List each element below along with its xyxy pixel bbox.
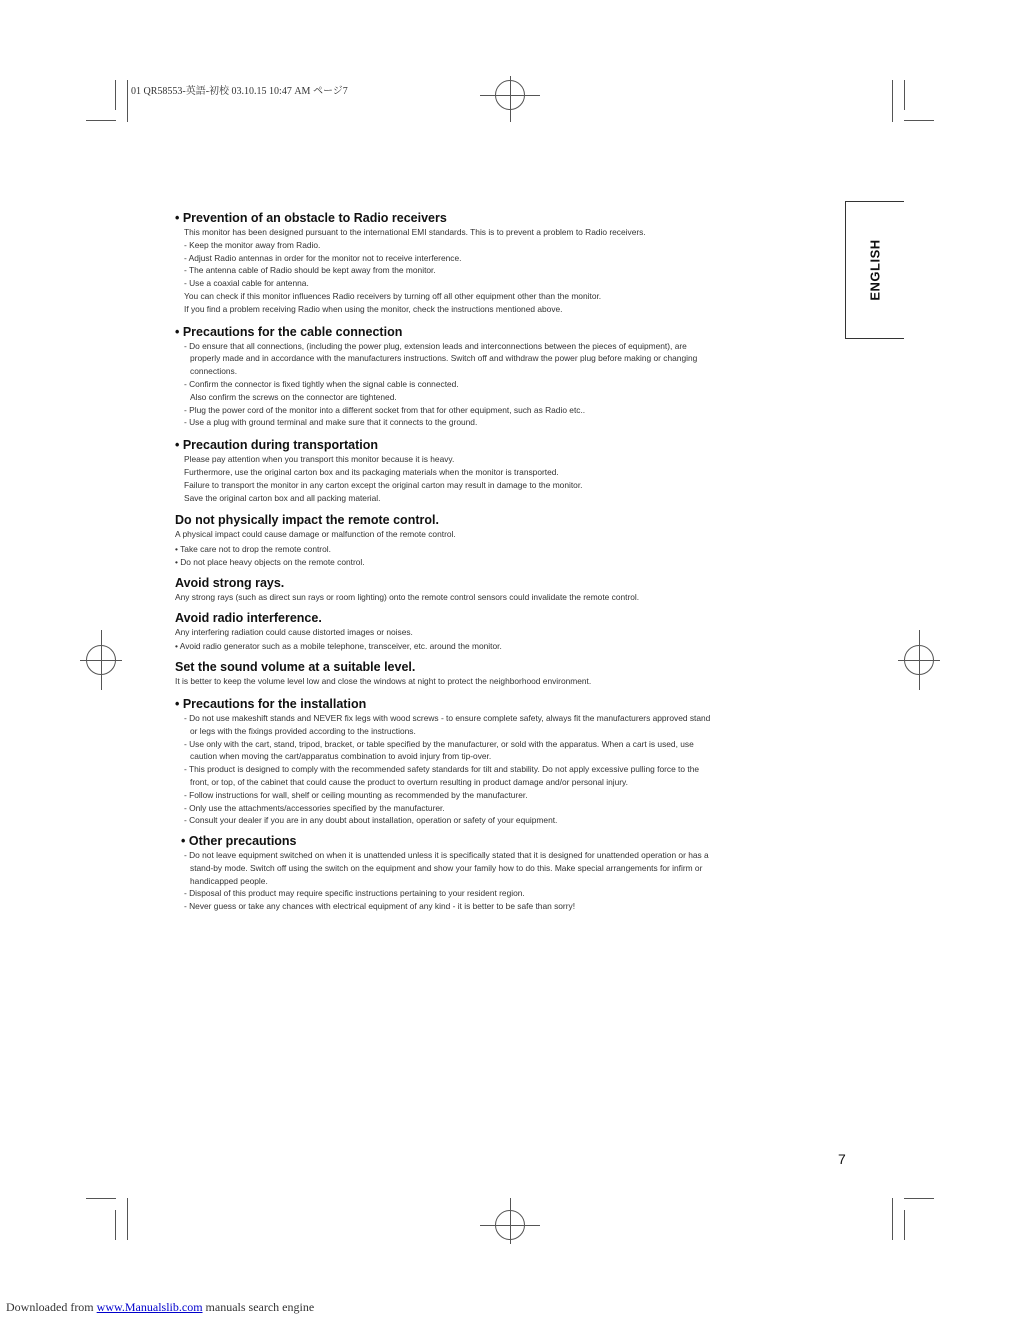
text-line: properly made and in accordance with the manufacturers instructions. Switch off and withdraw the power plug before making or changing (190, 353, 698, 364)
text-line: - Do not use makeshift stands and NEVER fix legs with wood screws - to ensure complete safety, always fit the manufacturers approved stand (184, 712, 711, 723)
text-line: • Avoid radio generator such as a mobile telephone, transceiver, etc. around the monitor. (175, 641, 502, 652)
text-line: - Only use the attachments/accessories specified by the manufacturer. (184, 802, 445, 813)
section-heading: • Precautions for the installation (175, 696, 367, 711)
section-heading: • Precautions for the cable connection (175, 324, 403, 339)
section-installation (175, 697, 835, 827)
text-line: - Disposal of this product may require specific instructions pertaining to your resident region. (184, 888, 525, 899)
section-heading: • Prevention of an obstacle to Radio receivers (175, 211, 447, 225)
language-tab-label: ENGLISH (867, 239, 883, 301)
section-other-precautions (175, 834, 835, 913)
text-line: It is better to keep the volume level low and close the windows at night to protect the neighborhood environment. (175, 676, 592, 687)
page-body (175, 211, 835, 913)
page-number: 7 (838, 1151, 846, 1167)
download-footer (6, 1300, 314, 1315)
section-radio-interference (175, 611, 835, 654)
text-line: caution when moving the cart/apparatus combination to avoid injury from tip-over. (190, 751, 492, 762)
text-line: handicapped people. (190, 875, 268, 886)
text-line: Failure to transport the monitor in any carton except the original carton may result in damage to the monitor. (184, 479, 583, 490)
text-line: - Follow instructions for wall, shelf or ceiling mounting as recommended by the manufacturer. (184, 789, 528, 800)
section-cable-connection (175, 325, 835, 430)
text-line: If you find a problem receiving Radio when using the monitor, check the instructions mentioned above. (184, 303, 563, 314)
section-remote-impact (175, 513, 835, 568)
text-line: stand-by mode. Switch off using the switch on the equipment and show your family how to do this. Make special arrangements for infirm or (190, 862, 703, 873)
text-line: Also confirm the screws on the connector are tightened. (190, 391, 397, 402)
text-line: front, or top, of the cabinet that could cause the product to overturn resulting in product damage and/or personal injury. (190, 776, 628, 787)
text-line: - Keep the monitor away from Radio. (184, 239, 321, 250)
text-line: • Take care not to drop the remote control. (175, 544, 331, 555)
text-line: • Do not place heavy objects on the remote control. (175, 556, 365, 567)
section-heading: Avoid radio interference. (175, 610, 322, 625)
section-heading: • Precaution during transportation (175, 438, 378, 453)
text-line: - Do not leave equipment switched on when it is unattended unless it is specifically stated that it is designed for unattended operation or has a (184, 850, 709, 861)
text-line: - Use only with the cart, stand, tripod, bracket, or table specified by the manufacturer, or sold with the apparatus. When a cart is used, use (184, 738, 694, 749)
section-heading: Avoid strong rays. (175, 575, 285, 590)
text-line: - This product is designed to comply with the recommended safety standards for tilt and stability. Do not apply excessive pulling force to the (184, 764, 700, 775)
text-line: Furthermore, use the original carton box and its packaging materials when the monitor is transported. (184, 466, 559, 477)
section-radio-obstacle (175, 211, 835, 316)
text-line: - Confirm the connector is fixed tightly when the signal cable is connected. (184, 378, 459, 389)
language-tab (845, 201, 904, 339)
text-line: - Use a coaxial cable for antenna. (184, 278, 309, 289)
text-line: - Consult your dealer if you are in any doubt about installation, operation or safety of your equipment. (184, 815, 558, 826)
printer-slug: 01 QR58553-英語-初校 03.10.15 10:47 AM ページ7 (131, 86, 348, 97)
footer-prefix: Downloaded from (6, 1300, 94, 1314)
section-strong-rays (175, 576, 835, 604)
section-heading: • Other precautions (181, 834, 297, 849)
text-line: Any interfering radiation could cause distorted images or noises. (175, 626, 413, 637)
text-line: - Plug the power cord of the monitor into a different socket from that for other equipment, such as Radio etc.. (184, 404, 586, 415)
text-line: connections. (190, 366, 238, 377)
section-transportation (175, 438, 835, 504)
section-heading: Do not physically impact the remote control. (175, 513, 439, 528)
text-line: This monitor has been designed pursuant to the international EMI standards. This is to prevent a problem to Radio receivers. (184, 227, 646, 237)
text-line: Save the original carton box and all packing material. (184, 492, 381, 503)
text-line: - The antenna cable of Radio should be kept away from the monitor. (184, 265, 436, 276)
section-sound-volume (175, 660, 835, 688)
text-line: Any strong rays (such as direct sun rays or room lighting) onto the remote control sensors could invalidate the remote control. (175, 591, 640, 602)
text-line: A physical impact could cause damage or malfunction of the remote control. (175, 529, 456, 540)
text-line: - Never guess or take any chances with electrical equipment of any kind - it is better to be safe than sorry! (184, 901, 576, 912)
section-heading: Set the sound volume at a suitable level. (175, 660, 416, 675)
text-line: - Use a plug with ground terminal and make sure that it connects to the ground. (184, 417, 478, 428)
text-line: Please pay attention when you transport this monitor because it is heavy. (184, 454, 455, 465)
manualslib-link[interactable]: www.Manualslib.com (96, 1300, 203, 1314)
text-line: or legs with the fixings provided according to the instructions. (190, 725, 416, 736)
text-line: You can check if this monitor influences Radio receivers by turning off all other equipment other than the monitor. (184, 290, 602, 301)
text-line: - Do ensure that all connections, (including the power plug, extension leads and interconnections between the pieces of equipment), are (184, 340, 687, 351)
footer-suffix: manuals search engine (205, 1300, 315, 1314)
text-line: - Adjust Radio antennas in order for the monitor not to receive interference. (184, 252, 462, 263)
